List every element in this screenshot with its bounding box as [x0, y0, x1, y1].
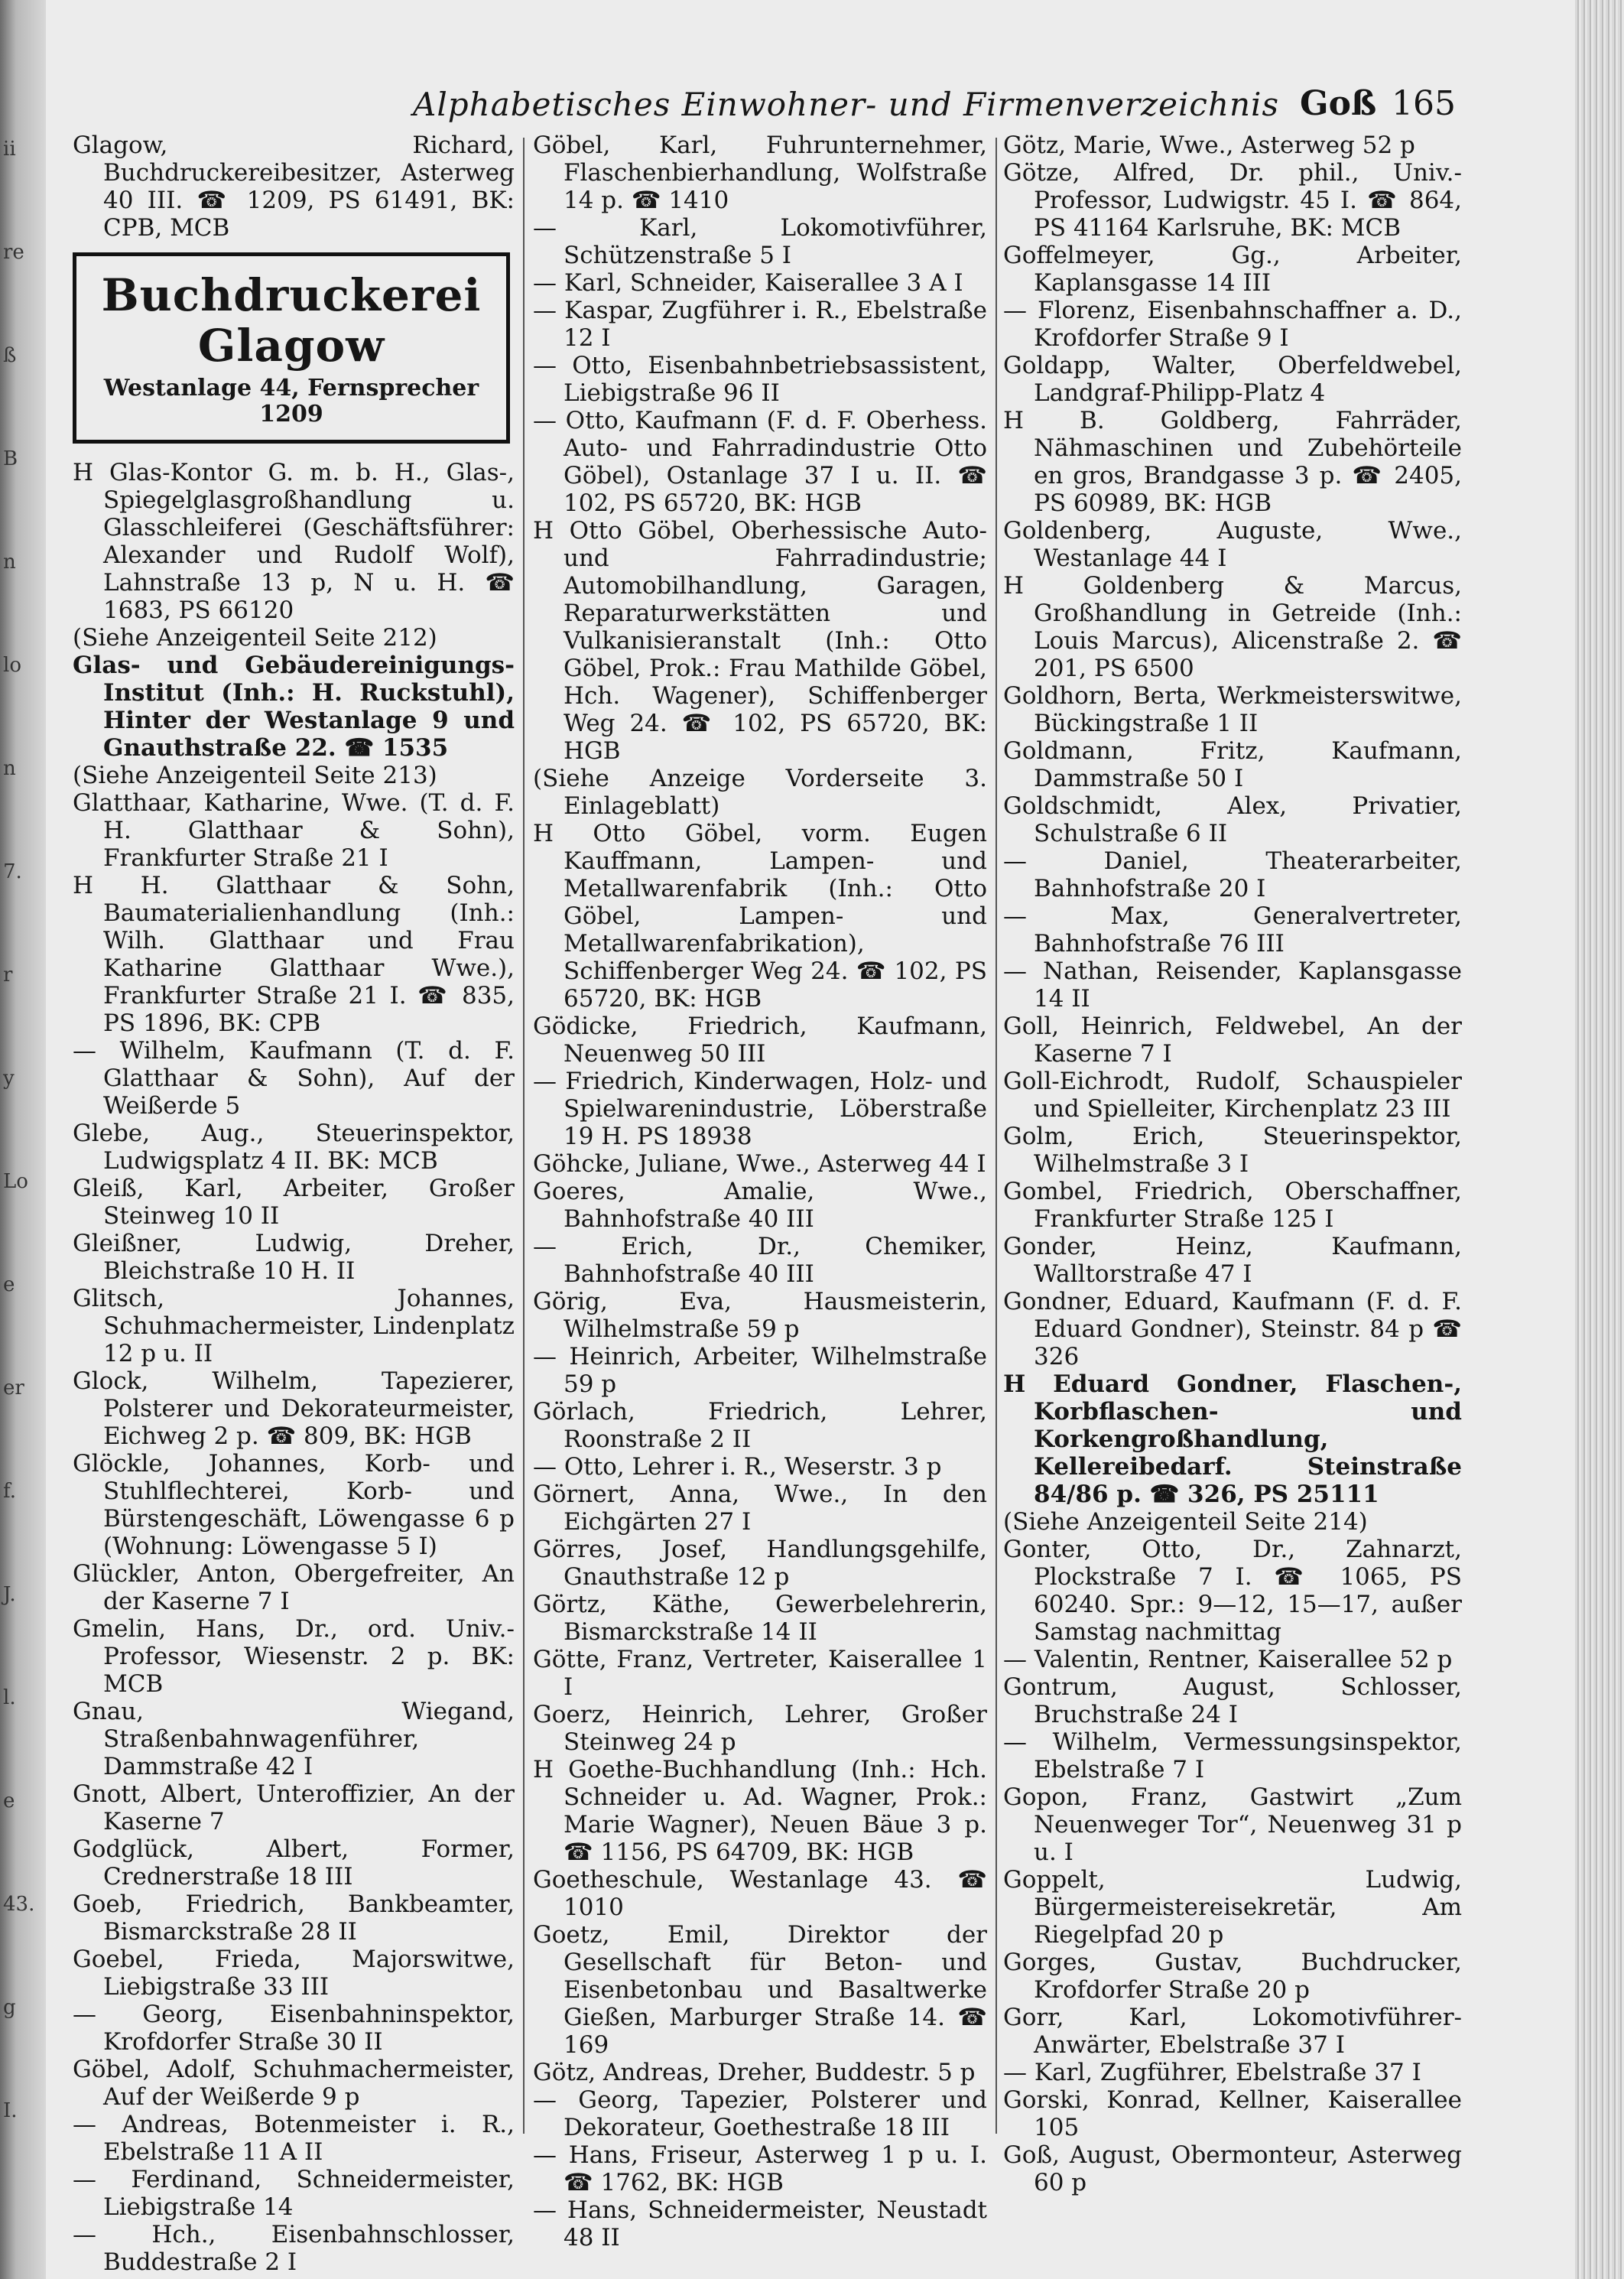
- directory-entry: — Erich, Dr., Chemiker, Bahnhofstraße 40 III: [533, 1233, 987, 1288]
- directory-entry: — Otto, Eisenbahnbetriebsassistent, Liebigstraße 96 II: [533, 352, 987, 407]
- directory-entry: Göbel, Adolf, Schuhmachermeister, Auf der Weißerde 9 p: [73, 2056, 515, 2111]
- directory-entry: Goeb, Friedrich, Bankbeamter, Bismarckstraße 28 II: [73, 1890, 515, 1946]
- directory-entry: H Otto Göbel, Oberhessische Auto- und Fahrradindustrie; Automobilhandlung, Garagen, Reparaturwerkstätten und Vulkanisieranstalt (Inh.: Otto Göbel, Prok.: Frau Mathilde Göbel, Hch. Wagener), Schiffenberger Weg 24. ☎ 102, PS 65720, BK: HGB: [533, 517, 987, 765]
- directory-entry: H Goethe-Buchhandlung (Inh.: Hch. Schneider u. Ad. Wagner, Prok.: Marie Wagner), Neuen Bäue 3 p. ☎ 1156, PS 64709, BK: HGB: [533, 1756, 987, 1866]
- page-spine: [0, 0, 46, 2279]
- spine-fragment: n: [3, 757, 16, 780]
- directory-entry: — Karl, Lokomotivführer, Schützenstraße 5 I: [533, 214, 987, 269]
- directory-entry: Glöckle, Johannes, Korb- und Stuhlflechterei, Korb- und Bürstengeschäft, Löwengasse 6 p (Wohnung: Löwengasse 5 I): [73, 1450, 515, 1560]
- running-header: [398, 80, 1468, 133]
- directory-entry: Gleiß, Karl, Arbeiter, Großer Steinweg 10 II: [73, 1175, 515, 1230]
- spine-fragment: er: [3, 1377, 24, 1400]
- directory-entry: H Goldenberg & Marcus, Großhandlung in Getreide (Inh.: Louis Marcus), Alicenstraße 2. ☎ 201, PS 6500: [1003, 572, 1462, 682]
- column-rule-2: [996, 138, 997, 2134]
- ad-title: Buchdruckerei Glagow: [101, 269, 482, 372]
- spine-fragment: B: [3, 447, 18, 470]
- directory-entry: Gnau, Wiegand, Straßenbahnwagenführer, Dammstraße 42 I: [73, 1698, 515, 1780]
- directory-entry: — Andreas, Botenmeister i. R., Ebelstraße 11 A II: [73, 2111, 515, 2166]
- spine-fragment: ß: [3, 344, 17, 367]
- directory-entry: Görres, Josef, Handlungsgehilfe, Gnauthstraße 12 p: [533, 1536, 987, 1591]
- directory-entry: Goetz, Emil, Direktor der Gesellschaft für Beton- und Eisenbetonbau und Basaltwerke Gießen, Marburger Straße 14. ☎ 169: [533, 1921, 987, 2059]
- directory-entry: Goldhorn, Berta, Werkmeisterswitwe, Bückingstraße 1 II: [1003, 682, 1462, 737]
- directory-entry: — Daniel, Theaterarbeiter, Bahnhofstraße 20 I: [1003, 847, 1462, 902]
- directory-entry: Gleißner, Ludwig, Dreher, Bleichstraße 10 H. II: [73, 1230, 515, 1285]
- directory-entry: Glas- und Gebäudereinigungs-Institut (Inh.: H. Ruckstuhl), Hinter der Westanlage 9 und Gnauthstraße 22. ☎ 1535: [73, 652, 515, 762]
- directory-entry: — Florenz, Eisenbahnschaffner a. D., Krofdorfer Straße 9 I: [1003, 297, 1462, 352]
- directory-entry: H Glas-Kontor G. m. b. H., Glas-, Spiegelglasgroßhandlung u. Glasschleiferei (Geschäftsführer: Alexander und Rudolf Wolf), Lahnstraße 13 p, N u. H. ☎ 1683, PS 66120: [73, 459, 515, 624]
- directory-entry: — Hans, Schneidermeister, Neustadt 48 II: [533, 2196, 987, 2251]
- spine-fragment: J.: [3, 1583, 16, 1606]
- directory-entry: Goldmann, Fritz, Kaufmann, Dammstraße 50 I: [1003, 737, 1462, 792]
- directory-entry: Gontrum, August, Schlosser, Bruchstraße 24 I: [1003, 1673, 1462, 1728]
- directory-entry: Goeres, Amalie, Wwe., Bahnhofstraße 40 III: [533, 1178, 987, 1233]
- directory-entry: Götz, Andreas, Dreher, Buddestr. 5 p: [533, 2059, 976, 2086]
- directory-entry: Gmelin, Hans, Dr., ord. Univ.-Professor, Wiesenstr. 2 p. BK: MCB: [73, 1615, 515, 1698]
- directory-entry: Goppelt, Ludwig, Bürgermeistereisekretär, Am Riegelpfad 20 p: [1003, 1866, 1462, 1949]
- page-stack-edge: [1575, 0, 1624, 2279]
- directory-entry: — Wilhelm, Vermessungsinspektor, Ebelstraße 7 I: [1003, 1728, 1462, 1783]
- spine-fragment: Lo: [3, 1170, 28, 1193]
- header-keyword: Goß: [1300, 84, 1377, 123]
- spine-fragment: 43.: [3, 1893, 35, 1916]
- spine-fragment: I.: [3, 2099, 18, 2122]
- directory-entry: Goll, Heinrich, Feldwebel, An der Kaserne 7 I: [1003, 1013, 1462, 1068]
- directory-entry: Glebe, Aug., Steuerinspektor, Ludwigsplatz 4 II. BK: MCB: [73, 1120, 515, 1175]
- directory-entry: Goebel, Frieda, Majorswitwe, Liebigstraße 33 III: [73, 1946, 515, 2001]
- directory-entry: Görlach, Friedrich, Lehrer, Roonstraße 2 II: [533, 1398, 987, 1453]
- directory-entry: Gorges, Gustav, Buchdrucker, Krofdorfer Straße 20 p: [1003, 1949, 1462, 2004]
- directory-entry: Goß, August, Obermonteur, Asterweg 60 p: [1003, 2141, 1462, 2196]
- directory-entry: — Karl, Schneider, Kaiserallee 3 A I: [533, 269, 963, 297]
- directory-entry: (Siehe Anzeigenteil Seite 213): [73, 762, 437, 789]
- spine-fragment: r: [3, 964, 13, 987]
- directory-entry: H H. Glatthaar & Sohn, Baumaterialienhandlung (Inh.: Wilh. Glatthaar und Frau Katharine Glatthaar Wwe.), Frankfurter Straße 21 I. ☎ 835, PS 1896, BK: CPB: [73, 872, 515, 1037]
- column-2: [533, 132, 987, 2251]
- directory-entry: Gopon, Franz, Gastwirt „Zum Neuenweger Tor“, Neuenweg 31 p u. I: [1003, 1783, 1462, 1866]
- directory-entry: Goffelmeyer, Gg., Arbeiter, Kaplansgasse 14 III: [1003, 242, 1462, 297]
- directory-entry: Golm, Erich, Steuerinspektor, Wilhelmstraße 3 I: [1003, 1123, 1462, 1178]
- spine-fragment: 7.: [3, 860, 22, 883]
- directory-entry: Gonder, Heinz, Kaufmann, Walltorstraße 47 I: [1003, 1233, 1462, 1288]
- directory-entry: Gorski, Konrad, Kellner, Kaiserallee 105: [1003, 2086, 1462, 2141]
- spine-fragment: ii: [3, 138, 16, 161]
- directory-entry: Glückler, Anton, Obergefreiter, An der Kaserne 7 I: [73, 1560, 515, 1615]
- directory-entry: — Hans, Friseur, Asterweg 1 p u. I. ☎ 1762, BK: HGB: [533, 2141, 987, 2196]
- directory-entry: Goldenberg, Auguste, Wwe., Westanlage 44 I: [1003, 517, 1462, 572]
- directory-entry: — Hch., Eisenbahnschlosser, Buddestraße 2 I: [73, 2221, 515, 2276]
- directory-entry: — Valentin, Rentner, Kaiserallee 52 p: [1003, 1646, 1453, 1673]
- directory-entry: H Otto Göbel, vorm. Eugen Kauffmann, Lampen- und Metallwarenfabrik (Inh.: Otto Göbel, Lampen- und Metallwarenfabrikation), Schiffenberger Weg 24. ☎ 102, PS 65720, BK: HGB: [533, 820, 987, 1013]
- directory-entry: Gnott, Albert, Unteroffizier, An der Kaserne 7: [73, 1780, 515, 1835]
- header-title: Alphabetisches Einwohner- und Firmenverzeichnis: [413, 86, 1280, 123]
- directory-entry: Godglück, Albert, Former, Crednerstraße 18 III: [73, 1835, 515, 1890]
- directory-entry: Gondner, Eduard, Kaufmann (F. d. F. Eduard Gondner), Steinstr. 84 p ☎ 326: [1003, 1288, 1462, 1370]
- directory-entry: — Georg, Tapezier, Polsterer und Dekorateur, Goethestraße 18 III: [533, 2086, 987, 2141]
- directory-entry: — Ferdinand, Schneidermeister, Liebigstraße 14: [73, 2166, 515, 2221]
- directory-entry: Görtz, Käthe, Gewerbelehrerin, Bismarckstraße 14 II: [533, 1591, 987, 1646]
- spine-fragment: l.: [3, 1686, 16, 1709]
- directory-entry: (Siehe Anzeige Vorderseite 3. Einlageblatt): [533, 765, 987, 820]
- directory-entry: Gorr, Karl, Lokomotivführer-Anwärter, Ebelstraße 37 I: [1003, 2004, 1462, 2059]
- directory-entry: — Friedrich, Kinderwagen, Holz- und Spielwarenindustrie, Löberstraße 19 H. PS 18938: [533, 1068, 987, 1150]
- directory-entry: — Otto, Kaufmann (F. d. F. Oberhess. Auto- und Fahrradindustrie Otto Göbel), Ostanlage 37 I u. II. ☎ 102, PS 65720, BK: HGB: [533, 407, 987, 517]
- spine-fragment: re: [3, 241, 24, 264]
- directory-entry: — Nathan, Reisender, Kaplansgasse 14 II: [1003, 957, 1462, 1013]
- advertisement-box: [73, 252, 510, 444]
- spine-fragment: e: [3, 1273, 15, 1296]
- directory-entry: Göhcke, Juliane, Wwe., Asterweg 44 I: [533, 1150, 986, 1178]
- directory-entry: — Georg, Eisenbahninspektor, Krofdorfer Straße 30 II: [73, 2001, 515, 2056]
- directory-entry: Glitsch, Johannes, Schuhmachermeister, Lindenplatz 12 p u. II: [73, 1285, 515, 1367]
- directory-entry: Görnert, Anna, Wwe., In den Eichgärten 27 I: [533, 1481, 987, 1536]
- directory-entry: Goetheschule, Westanlage 43. ☎ 1010: [533, 1866, 987, 1921]
- directory-entry: — Max, Generalvertreter, Bahnhofstraße 76 III: [1003, 902, 1462, 957]
- directory-entry: Götte, Franz, Vertreter, Kaiserallee 1 I: [533, 1646, 987, 1701]
- directory-entry: — Karl, Zugführer, Ebelstraße 37 I: [1003, 2059, 1421, 2086]
- directory-entry: — Otto, Lehrer i. R., Weserstr. 3 p: [533, 1453, 942, 1481]
- directory-entry: Gödicke, Friedrich, Kaufmann, Neuenweg 50 III: [533, 1013, 987, 1068]
- directory-entry: Goldschmidt, Alex, Privatier, Schulstraße 6 II: [1003, 792, 1462, 847]
- page-number: 165: [1392, 84, 1456, 123]
- directory-entry: (Siehe Anzeigenteil Seite 212): [73, 624, 437, 652]
- spine-fragment: n: [3, 551, 16, 574]
- directory-entry: Götze, Alfred, Dr. phil., Univ.-Professor, Ludwigstr. 45 I. ☎ 864, PS 41164 Karlsruhe, BK: MCB: [1003, 159, 1462, 242]
- directory-entry: H Eduard Gondner, Flaschen-, Korbflaschen- und Korkengroßhandlung, Kellereibedarf. Steinstraße 84/86 p. ☎ 326, PS 25111: [1003, 1370, 1462, 1508]
- spine-fragment: y: [3, 1067, 15, 1090]
- directory-entry: Glagow, Richard, Buchdruckereibesitzer, Asterweg 40 III. ☎ 1209, PS 61491, BK: CPB, MCB: [73, 132, 515, 242]
- directory-entry: H B. Goldberg, Fahrräder, Nähmaschinen und Zubehörteile en gros, Brandgasse 3 p. ☎ 2405, PS 60989, BK: HGB: [1003, 407, 1462, 517]
- spine-fragment: f.: [3, 1480, 16, 1503]
- directory-entry: Gombel, Friedrich, Oberschaffner, Frankfurter Straße 125 I: [1003, 1178, 1462, 1233]
- directory-entry: Goll-Eichrodt, Rudolf, Schauspieler und Spielleiter, Kirchenplatz 23 III: [1003, 1068, 1462, 1123]
- column-rule-1: [523, 138, 525, 2134]
- directory-entry: Götz, Marie, Wwe., Asterweg 52 p: [1003, 132, 1415, 159]
- column-3: [1003, 132, 1462, 2196]
- column-1: [73, 132, 515, 2276]
- directory-entry: (Siehe Anzeigenteil Seite 214): [1003, 1508, 1368, 1536]
- directory-entry: — Wilhelm, Kaufmann (T. d. F. Glatthaar & Sohn), Auf der Weißerde 5: [73, 1037, 515, 1120]
- directory-entry: Gonter, Otto, Dr., Zahnarzt, Plockstraße 7 I. ☎ 1065, PS 60240. Spr.: 9—12, 15—17, außer Samstag nachmittag: [1003, 1536, 1462, 1646]
- ad-subtitle: Westanlage 44, Fernsprecher 1209: [103, 375, 479, 428]
- directory-entry: Goerz, Heinrich, Lehrer, Großer Steinweg 24 p: [533, 1701, 987, 1756]
- spine-fragment: e: [3, 1790, 15, 1812]
- directory-entry: Göbel, Karl, Fuhrunternehmer, Flaschenbierhandlung, Wolfstraße 14 p. ☎ 1410: [533, 132, 987, 214]
- directory-entry: Görig, Eva, Hausmeisterin, Wilhelmstraße 59 p: [533, 1288, 987, 1343]
- directory-entry: Goldapp, Walter, Oberfeldwebel, Landgraf-Philipp-Platz 4: [1003, 352, 1462, 407]
- directory-entry: — Heinrich, Arbeiter, Wilhelmstraße 59 p: [533, 1343, 987, 1398]
- directory-entry: Glock, Wilhelm, Tapezierer, Polsterer und Dekorateurmeister, Eichweg 2 p. ☎ 809, BK: HGB: [73, 1367, 515, 1450]
- spine-fragment: lo: [3, 654, 21, 677]
- directory-entry: — Kaspar, Zugführer i. R., Ebelstraße 12 I: [533, 297, 987, 352]
- directory-entry: Glatthaar, Katharine, Wwe. (T. d. F. H. Glatthaar & Sohn), Frankfurter Straße 21 I: [73, 789, 515, 872]
- spine-fragment: g: [3, 1996, 16, 2019]
